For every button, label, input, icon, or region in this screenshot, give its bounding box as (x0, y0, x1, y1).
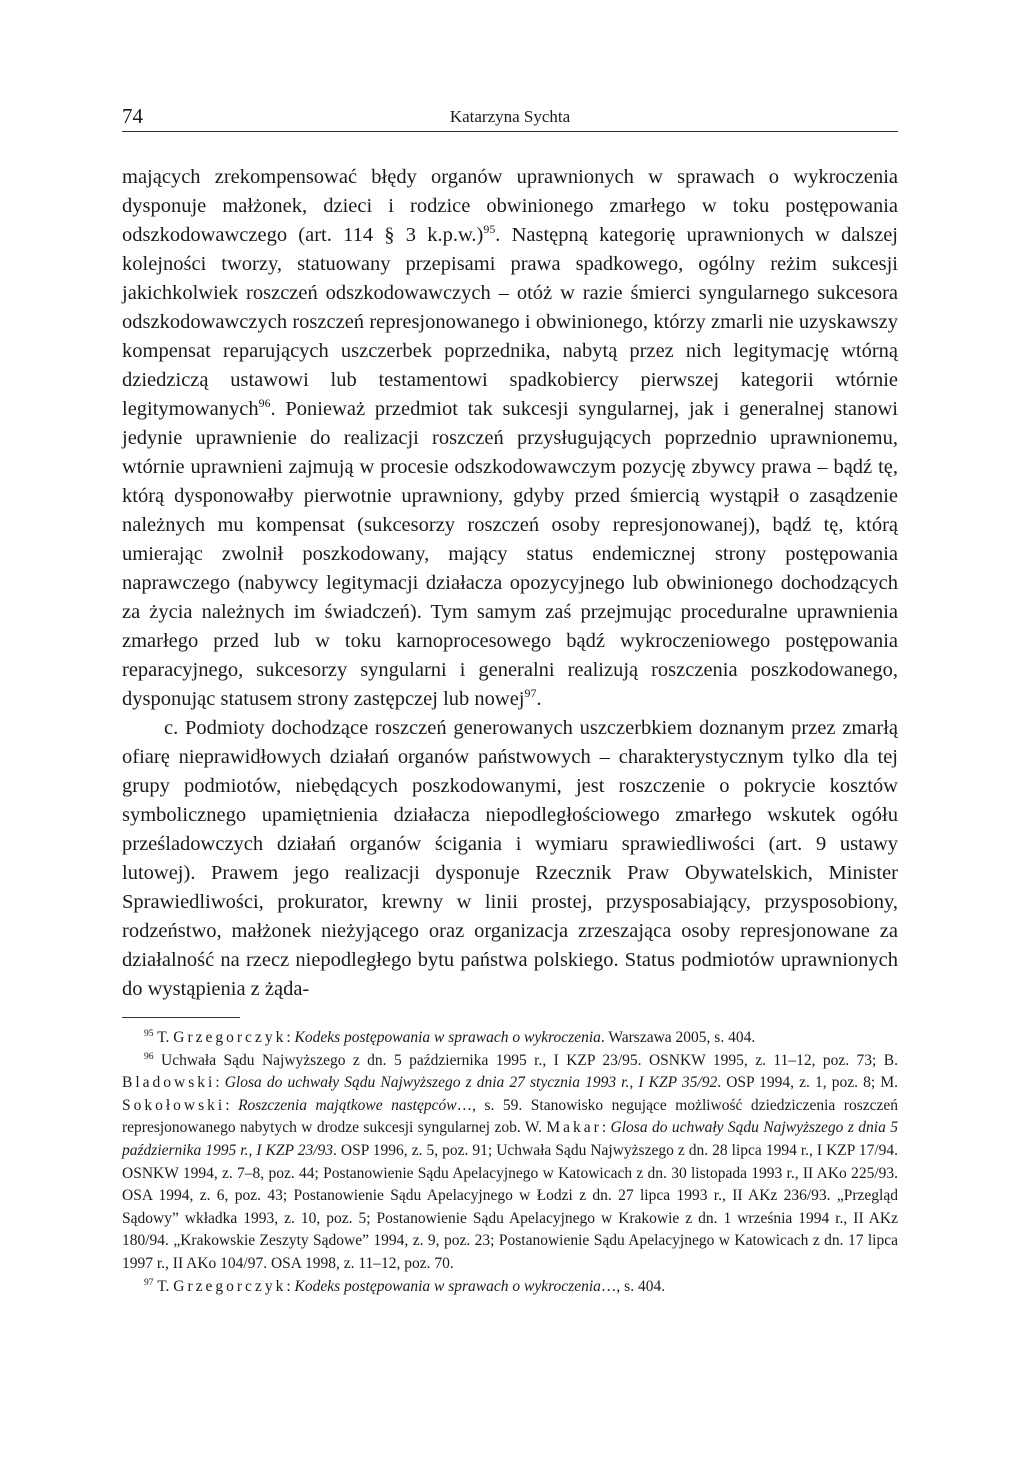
work-title: Kodeks postępowania w sprawach o wykroczenia (294, 1029, 601, 1046)
author-name: Sokołowski (122, 1096, 226, 1114)
footnote-ref-97[interactable]: 97 (524, 686, 537, 701)
footnote-97: $^{97}$ T. Grzegorczyk: Kodeks postępowania w sprawach o wykroczenia…, s. 404. (144, 1276, 666, 1295)
footnote-mark: 96 (144, 1050, 154, 1062)
footnote-mark: 95 (144, 1027, 154, 1039)
footnotes (122, 1027, 898, 1298)
author-name: Grzegorczyk (173, 1277, 287, 1295)
header-rule (122, 131, 898, 132)
footnote-mark: 97 (144, 1276, 154, 1288)
work-title: Glosa do uchwały Sądu Najwyższego z dnia 27 stycznia 1993 r., I KZP 35/92 (224, 1074, 718, 1092)
author-name: Makar (546, 1119, 602, 1137)
body-text (122, 163, 898, 1004)
work-title: Roszczenia majątkowe następców (238, 1096, 457, 1114)
footnote-95: $^{95}$ T. Grzegorczyk: Kodeks postępowania w sprawach o wykroczenia. Warszawa 2005, s. 404. (144, 1027, 756, 1046)
page-header (122, 103, 898, 133)
footnote-ref-96[interactable]: 96 (258, 396, 271, 411)
page-number: 74 (122, 104, 143, 128)
author-name: Bladowski (122, 1074, 216, 1092)
work-title: Kodeks postępowania w sprawach o wykroczenia (294, 1277, 601, 1295)
paragraph-c: c. Podmioty dochodzące roszczeń generowanych uszczerbkiem doznanym przez zmarłą ofiarę nieprawidłowych działań organów państwowych – charakterystycznym tylko dla tej grupy podmiotów, niebędących poszkodowanymi, jest roszczenie o pokrycie kosztów symbolicznego upamiętnienia działacza niepodległościowego zmarłego wskutek ogółu prześladowczych działań organów ścigania i wymiaru sprawiedliwości (art. 9 ustawy lutowej). Prawem jego realizacji dysponuje Rzecznik Praw Obywatelskich, Minister Sprawiedliwości, prokurator, krewny w linii prostej, przysposabiający, przysposobiony, rodzeństwo, małżonek nieżyjącego oraz organizacja zrzeszająca osoby represjonowane za działalność na rzecz niepodległego bytu państwa polskiego. Status podmiotów uprawnionych do wystąpienia z żąda- (122, 717, 898, 1000)
running-head: Katarzyna Sychta (449, 107, 571, 126)
footnote-ref-95[interactable]: 95 (483, 222, 496, 237)
footnote-rule (122, 1017, 240, 1018)
work-title: Glosa do uchwały Sądu Najwyższego z dnia 5 października 1995 r., I KZP 23/93 (122, 1119, 898, 1159)
paragraph-continued: mających zrekompensować błędy organów uprawnionych w sprawach o wykroczenia dysponuje małżonek, dzieci i rodzice obwinionego zmarłego w toku postępowania odszkodowawczego (art. 114 § 3 k.p.w.)$^{95}$. Następną kategorię uprawnionych w dalszej kolejności tworzy, statuowany przepisami prawa spadkowego, ogólny reżim sukcesji jakichkolwiek roszczeń odszkodowawczych – otóż w razie śmierci syngularnego sukcesora odszkodowawczych roszczeń represjonowanego i obwinionego, którzy zmarli nie uzyskawszy kompensat reparujących uszczerbek poprzednika, nabytą przez nich legitymację wtórną dziedziczą ustawowi lub testamentowi spadkobiercy pierwszej kategorii wtórnie legitymowanych$^{96}$. Ponieważ przedmiot tak sukcesji syngularnej, jak i generalnej stanowi jedynie uprawnienie do realizacji roszczeń przysługujących poprzednio uprawnionemu, wtórnie uprawnieni zajmują w procesie odszkodowawczym pozycję zbywcy prawa – bądź tę, którą dysponowałby pierwotnie uprawniony, gdyby przed śmiercią wystąpił o zasądzenie należnych mu kompensat (sukcesorzy roszczeń osoby represjonowanej), bądź tę, którą umierając zwolnił poszkodowany, mający status endemicznej strony postępowania naprawczego (nabywcy legitymacji działacza opozycyjnego lub obwinionego dochodzących za życia należnych im świadczeń). Tym samym zaś przejmując proceduralne uprawnienia zmarłego przed lub w toku karnoprocesowego bądź wykroczeniowego postępowania reparacyjnego, sukcesorzy syngularni i generalni realizują roszczenia poszkodowanego, dysponując statusem strony zastępczej lub nowej$^{97}$. (122, 166, 898, 710)
footnote-96: $^{96}$ Uchwała Sądu Najwyższego z dn. 5 października 1995 r., I KZP 23/95. OSNKW 1995, z. 11–12, poz. 73; B. Bladowski: Glosa do uchwały Sądu Najwyższego z dnia 27 stycznia 1993 r., I KZP 35/92. OSP 1994, z. 1, poz. 8; M. Sokołowski: Roszczenia majątkowe następców…, s. 59. Stanowisko negujące możliwość dziedziczenia roszczeń represjonowanego nabytych w drodze sukcesji syngularnej zob. W. Makar: Glosa do uchwały Sądu Najwyższego z dnia 5 października 1995 r., I KZP 23/93. OSP 1996, z. 5, poz. 91; Uchwała Sądu Najwyższego z dn. 28 lipca 1994 r., I KZP 17/94. OSNKW 1994, z. 7–8, poz. 44; Postanowienie Sądu Apelacyjnego w Katowicach z dn. 30 listopada 1993 r., II AKo 225/93. OSA 1994, z. 6, poz. 43; Postanowienie Sądu Apelacyjnego w Łodzi z dn. 27 lipca 1993 r., II AKz 236/93. „Przegląd Sądowy” wkładka 1993, z. 10, poz. 5; Postanowienie Sądu Apelacyjnego w Krakowie z dn. 1 września 1994 r., II AKz 180/94. „Krakowskie Zeszyty Sądowe” 1994, z. 9, poz. 23; Postanowienie Sądu Apelacyjnego w Katowicach z dn. 17 lipca 1997 r., II AKo 104/97. OSA 1998, z. 11–12, poz. 70. (122, 1050, 899, 1272)
author-name: Grzegorczyk (173, 1029, 287, 1046)
